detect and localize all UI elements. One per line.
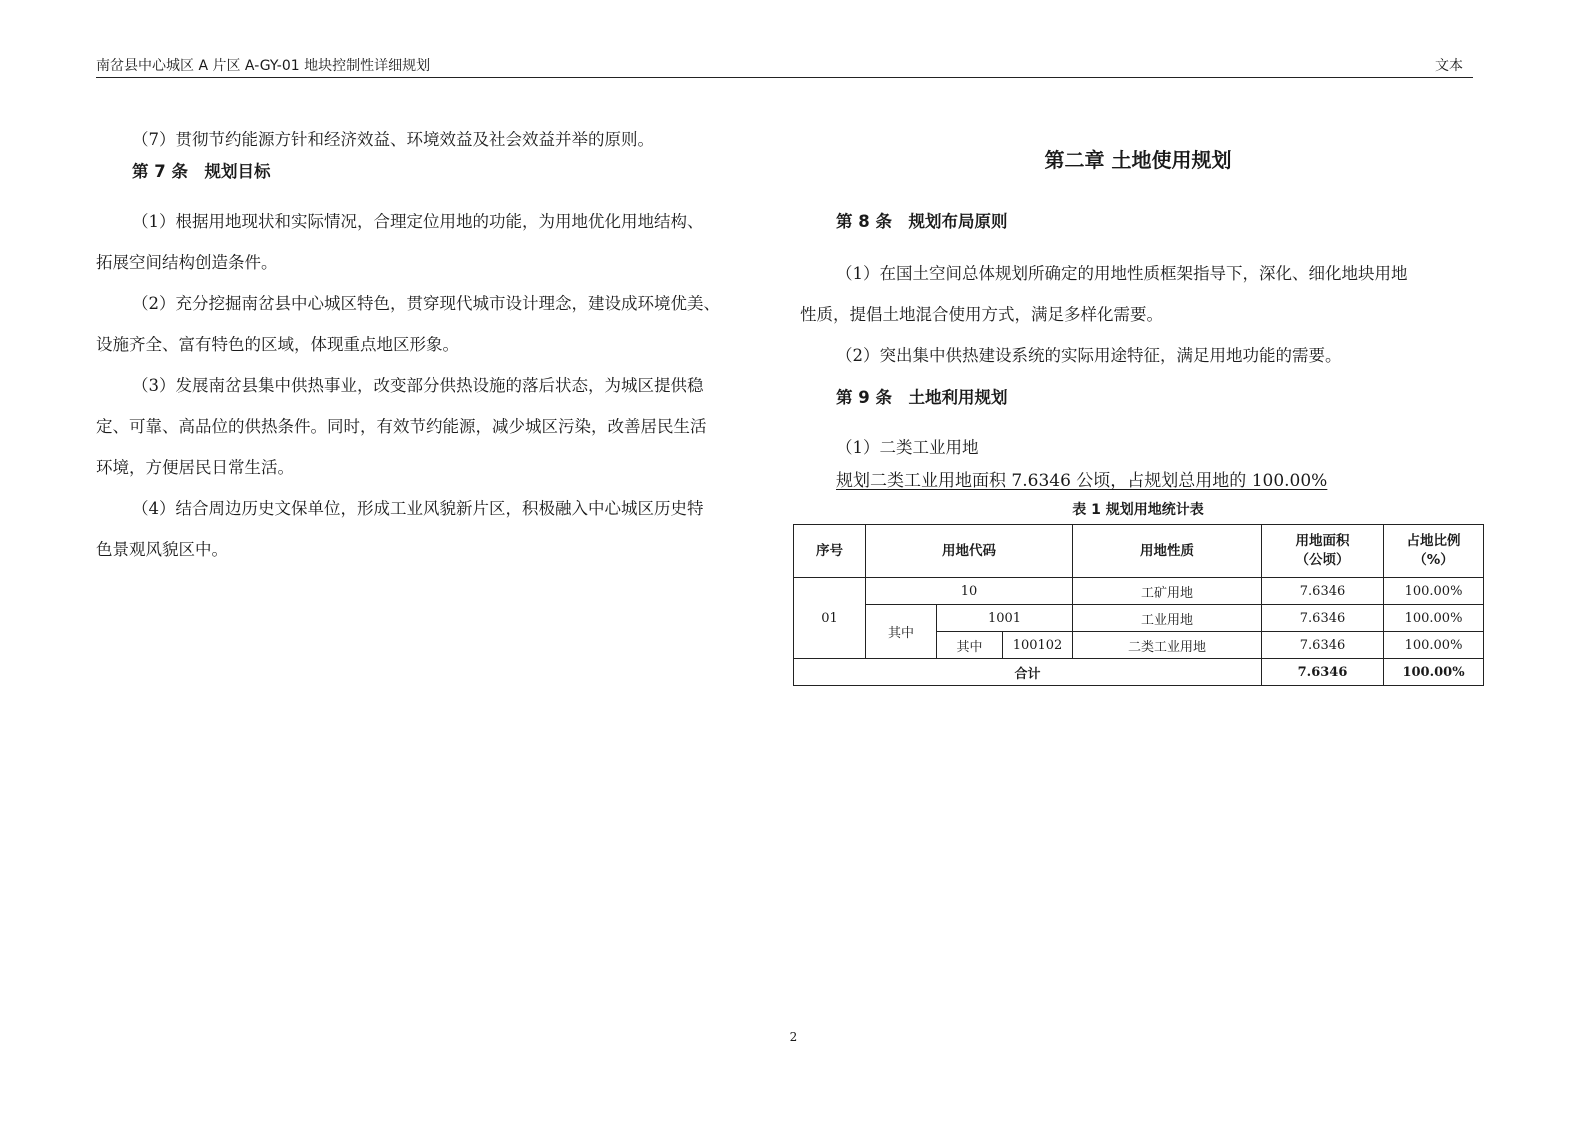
- right-column: [793, 148, 1483, 686]
- goal-1: [96, 201, 772, 283]
- row-seq-cell: 01: [794, 578, 866, 659]
- total-label-cell: 合计: [794, 659, 1262, 686]
- row-ratio-cell: 100.00%: [1384, 632, 1484, 659]
- goal-3-line-1: （3）发展南岔县集中供热事业，改变部分供热设施的落后状态，为城区提供稳: [132, 376, 704, 395]
- table-total-row: [794, 659, 1484, 686]
- goal-2-line-1: （2）充分挖掘南岔县中心城区特色，贯穿现代城市设计理念，建设成环境优美、: [132, 294, 720, 313]
- row-area-cell: 7.6346: [1262, 632, 1384, 659]
- layout-principle-2: （2）突出集中供热建设系统的实际用途特征，满足用地功能的需要。: [836, 346, 1342, 365]
- header-ratio: [1384, 525, 1484, 578]
- page-number: 2: [789, 1030, 798, 1044]
- row-ratio-cell: 100.00%: [1384, 605, 1484, 632]
- article-9-heading: 第 9 条 土地利用规划: [836, 388, 1008, 407]
- row-area-cell: 7.6346: [1262, 578, 1384, 605]
- table-row: [794, 578, 1484, 605]
- goal-4-line-2: 色景观风貌区中。: [96, 540, 228, 559]
- goal-4: [96, 488, 772, 570]
- goal-1-line-1: （1）根据用地现状和实际情况，合理定位用地的功能，为用地优化用地结构、: [132, 212, 704, 231]
- goal-2-line-2: 设施齐全、富有特色的区域，体现重点地区形象。: [96, 335, 459, 354]
- total-area-cell: 7.6346: [1262, 659, 1384, 686]
- layout-principle-1-line-2: 性质，提倡土地混合使用方式，满足多样化需要。: [800, 305, 1163, 324]
- row-nature-cell: 工业用地: [1073, 605, 1262, 632]
- industrial-land-summary: 规划二类工业用地面积 7.6346 公顷，占规划总用地的 100.00%: [836, 471, 1328, 491]
- layout-principle-1-line-1: （1）在国土空间总体规划所确定的用地性质框架指导下，深化、细化地块用地: [836, 264, 1408, 283]
- header-seq: 序号: [794, 525, 866, 578]
- header-area-line-2: （公顷）: [1295, 552, 1350, 568]
- table-header-row: [794, 525, 1484, 578]
- header-area: [1262, 525, 1384, 578]
- table-row: [794, 605, 1484, 632]
- row-nature-cell: 二类工业用地: [1073, 632, 1262, 659]
- row-area-cell: 7.6346: [1262, 605, 1384, 632]
- header-code: 用地代码: [866, 525, 1073, 578]
- row-code-cell: 1001: [937, 605, 1073, 632]
- header-area-line-1: 用地面积: [1295, 533, 1350, 549]
- header-nature: 用地性质: [1073, 525, 1262, 578]
- article-8-heading: 第 8 条 规划布局原则: [836, 212, 1008, 231]
- document-title: 南岔县中心城区 A 片区 A-GY-01 地块控制性详细规划: [96, 58, 431, 74]
- goal-4-line-1: （4）结合周边历史文保单位，形成工业风貌新片区，积极融入中心城区历史特: [132, 499, 704, 518]
- goal-2: [96, 283, 772, 365]
- row-code-cell: 10: [866, 578, 1073, 605]
- goal-3: [96, 365, 772, 488]
- layout-principle-1: [793, 253, 1483, 335]
- sub-qizhong-cell: 其中: [937, 632, 1003, 659]
- header-ratio-line-1: 占地比例: [1406, 533, 1461, 549]
- qizhong-cell: 其中: [866, 605, 937, 659]
- principle-7: （7）贯彻节约能源方针和经济效益、环境效益及社会效益并举的原则。: [132, 130, 654, 149]
- goal-3-line-3: 环境，方便居民日常生活。: [96, 458, 294, 477]
- total-ratio-cell: 100.00%: [1384, 659, 1484, 686]
- chapter-heading: 第二章 土地使用规划: [1044, 148, 1232, 172]
- row-code-cell: 100102: [1003, 632, 1073, 659]
- industrial-land-item: （1）二类工业用地: [836, 438, 979, 457]
- row-nature-cell: 工矿用地: [1073, 578, 1262, 605]
- document-type: 文本: [1435, 58, 1463, 74]
- header-ratio-line-2: （%）: [1413, 552, 1454, 568]
- land-use-table: [793, 524, 1484, 686]
- row-ratio-cell: 100.00%: [1384, 578, 1484, 605]
- table-caption: 表 1 规划用地统计表: [1072, 502, 1204, 518]
- article-7-heading: 第 7 条 规划目标: [132, 162, 271, 181]
- left-column: [96, 120, 772, 570]
- goal-1-line-2: 拓展空间结构创造条件。: [96, 253, 278, 272]
- goal-3-line-2: 定、可靠、高品位的供热条件。同时，有效节约能源，减少城区污染，改善居民生活: [96, 417, 707, 436]
- page-header: [96, 57, 1473, 78]
